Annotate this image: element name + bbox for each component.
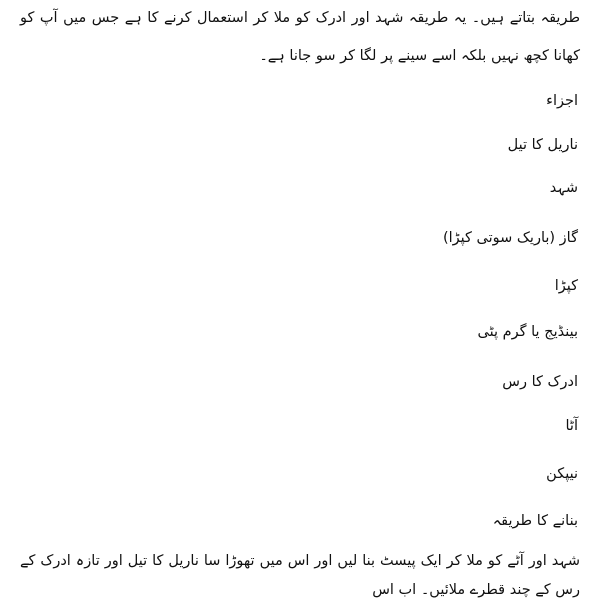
ingredient-flour: آٹا — [565, 418, 578, 434]
intro-paragraph: طریقہ بتاتے ہیں۔ یہ طریقہ شہد اور ادرک کو ملا کر استعمال کرنے کا ہے جس میں آپ کو کھانا کچھ نہیں بلکہ اسے سینے پر لگا کر سو جانا ہے۔ — [20, 10, 580, 64]
ingredient-bandage: بینڈیج یا گرم پٹی — [477, 324, 578, 340]
ingredient-coconut-oil: ناریل کا تیل — [507, 137, 578, 153]
ingredient-gauze: گاز (باریک سوتی کپڑا) — [442, 230, 578, 246]
method-heading: بنانے کا طریقہ — [492, 513, 578, 529]
ingredients-heading: اجزاء — [546, 93, 578, 109]
method-paragraph: شہد اور آٹے کو ملا کر ایک پیسٹ بنا لیں اور اس میں تھوڑا سا ناریل کا تیل اور تازہ ادرک کے رس کے چند قطرے ملائیں۔ اب اس — [20, 553, 580, 598]
ingredient-cloth: کپڑا — [554, 278, 578, 294]
ingredient-ginger-juice: ادرک کا رس — [502, 374, 578, 390]
ingredient-honey: شہد — [549, 180, 578, 196]
ingredient-napkin: نیپکن — [546, 466, 578, 482]
